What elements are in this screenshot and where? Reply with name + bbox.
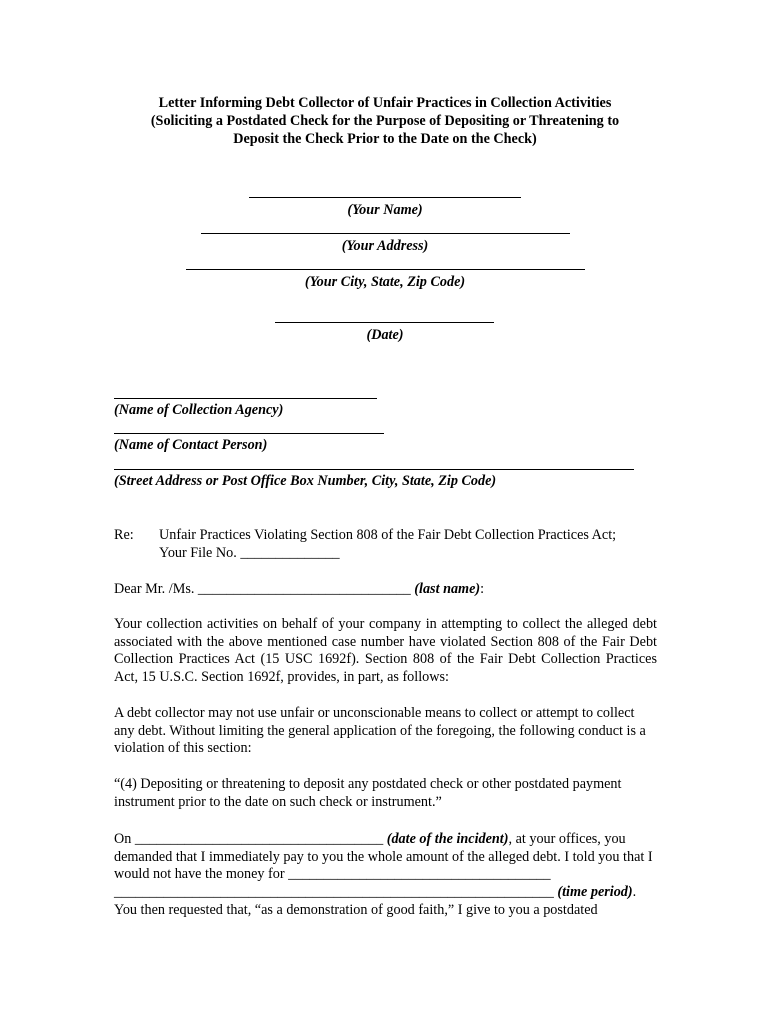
your-name-label: (Your Name) [347, 202, 423, 218]
paragraph-4 [114, 831, 657, 920]
paragraph-4-part-e: . You then requested that, “as a demonstration of good faith,” I give to you a postdated [114, 884, 637, 918]
paragraph-4-part-a: On ___________________________________ [114, 831, 387, 847]
paragraph-3-quote: “(4) Depositing or threatening to deposit any postdated check or other postdated payment instrument prior to the date on such check or instrument.” [114, 776, 622, 810]
re-label: Re: [114, 527, 134, 543]
title-line-1: Letter Informing Debt Collector of Unfair Practices in Collection Activities [158, 95, 612, 111]
paragraph-2: A debt collector may not use unfair or unconscionable means to collect or attempt to collect any debt. Without limiting the general application of the foregoing, the following conduct is a violation of this section: [114, 705, 646, 757]
title-line-2: (Soliciting a Postdated Check for the Purpose of Depositing or Threatening to [150, 113, 620, 129]
date-line [275, 322, 494, 323]
salutation-end: : [480, 581, 485, 597]
salutation-text: Dear Mr. /Ms. ______________________________ [114, 581, 415, 597]
time-period-placeholder: (time period) [557, 884, 633, 901]
street-label: (Street Address or Post Office Box Number, City, State, Zip Code) [114, 473, 497, 489]
incident-date-placeholder: (date of the incident) [386, 831, 509, 847]
contact-label: (Name of Contact Person) [114, 437, 268, 453]
street-line [114, 469, 634, 470]
last-name-placeholder: (last name) [414, 581, 481, 597]
re-subject-line-1: Unfair Practices Violating Section 808 of the Fair Debt Collection Practices Act; [159, 527, 617, 543]
your-city-label: (Your City, State, Zip Code) [304, 274, 466, 290]
agency-label: (Name of Collection Agency) [114, 402, 284, 418]
title-line-3: Deposit the Check Prior to the Date on the Check) [233, 131, 537, 147]
your-city-line [186, 269, 585, 270]
contact-line [114, 433, 384, 434]
date-label: (Date) [366, 327, 404, 343]
salutation [114, 581, 484, 599]
agency-line [114, 398, 377, 399]
paragraph-4-part-c: , at your offices, you demanded that I immediately pay to you the whole amount of the alleged debt. I told you that I would not have the money for _____________________________________ ______________________________________________________________ [114, 831, 653, 901]
re-subject [159, 527, 616, 562]
document-title [110, 94, 660, 148]
your-name-line [249, 197, 521, 198]
paragraph-1: Your collection activities on behalf of your company in attempting to collect the alleged debt associated with the above mentioned case number have violated Section 808 of the Fair Debt Collection Practices Act (15 USC 1692f). Section 808 of the Fair Debt Collection Practices Act, 15 U.S.C. Section 1692f, provides, in part, as follows: [114, 616, 657, 686]
your-address-label: (Your Address) [341, 238, 429, 254]
re-file-number: Your File No. ______________ [159, 544, 340, 561]
your-address-line [201, 233, 570, 234]
